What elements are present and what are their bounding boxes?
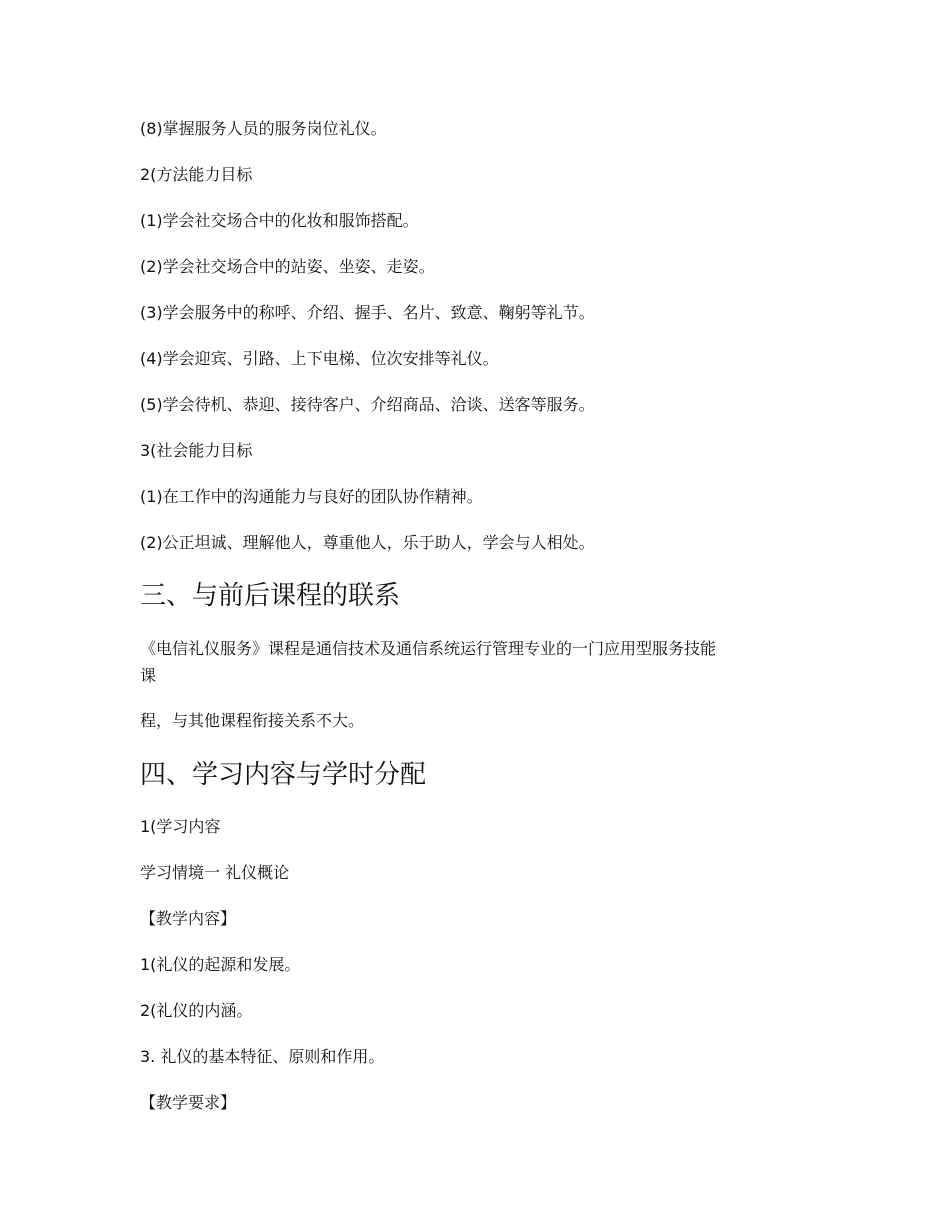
teaching-requirement-label: 【教学要求】 [140,1093,237,1112]
course-relation-text-line2: 课 [140,666,157,685]
learning-situation-1: 学习情境一 礼仪概论 [140,863,290,882]
teaching-content-item-2: 2(礼仪的内涵。 [140,1001,253,1020]
learning-content-label: 1(学习内容 [140,817,221,836]
method-item-3: (3)学会服务中的称呼、介绍、握手、名片、致意、鞠躬等礼节。 [140,303,595,322]
method-item-1: (1)学会社交场合中的化妆和服饰搭配。 [140,211,419,230]
teaching-content-item-3: 3. 礼仪的基本特征、原则和作用。 [140,1047,385,1066]
social-item-1: (1)在工作中的沟通能力与良好的团队协作精神。 [140,487,483,506]
heading-course-relations: 三、与前后课程的联系 [140,581,401,611]
method-item-5: (5)学会待机、恭迎、接待客户、介绍商品、洽谈、送客等服务。 [140,395,595,414]
objective-item-8: (8)掌握服务人员的服务岗位礼仪。 [140,119,387,138]
heading-learning-content: 四、学习内容与学时分配 [140,760,427,790]
course-relation-text-line3: 程，与其他课程衔接关系不大。 [140,711,365,730]
teaching-content-label: 【教学内容】 [140,909,237,928]
teaching-content-item-1: 1(礼仪的起源和发展。 [140,955,301,974]
section-social-ability: 3(社会能力目标 [140,441,253,460]
method-item-2: (2)学会社交场合中的站姿、坐姿、走姿。 [140,257,435,276]
course-relation-text-line1: 《电信礼仪服务》课程是通信技术及通信系统运行管理专业的一门应用型服务技能 [140,639,717,658]
section-method-ability: 2(方法能力目标 [140,165,253,184]
method-item-4: (4)学会迎宾、引路、上下电梯、位次安排等礼仪。 [140,349,499,368]
social-item-2: (2)公正坦诚、理解他人，尊重他人，乐于助人，学会与人相处。 [140,533,595,552]
